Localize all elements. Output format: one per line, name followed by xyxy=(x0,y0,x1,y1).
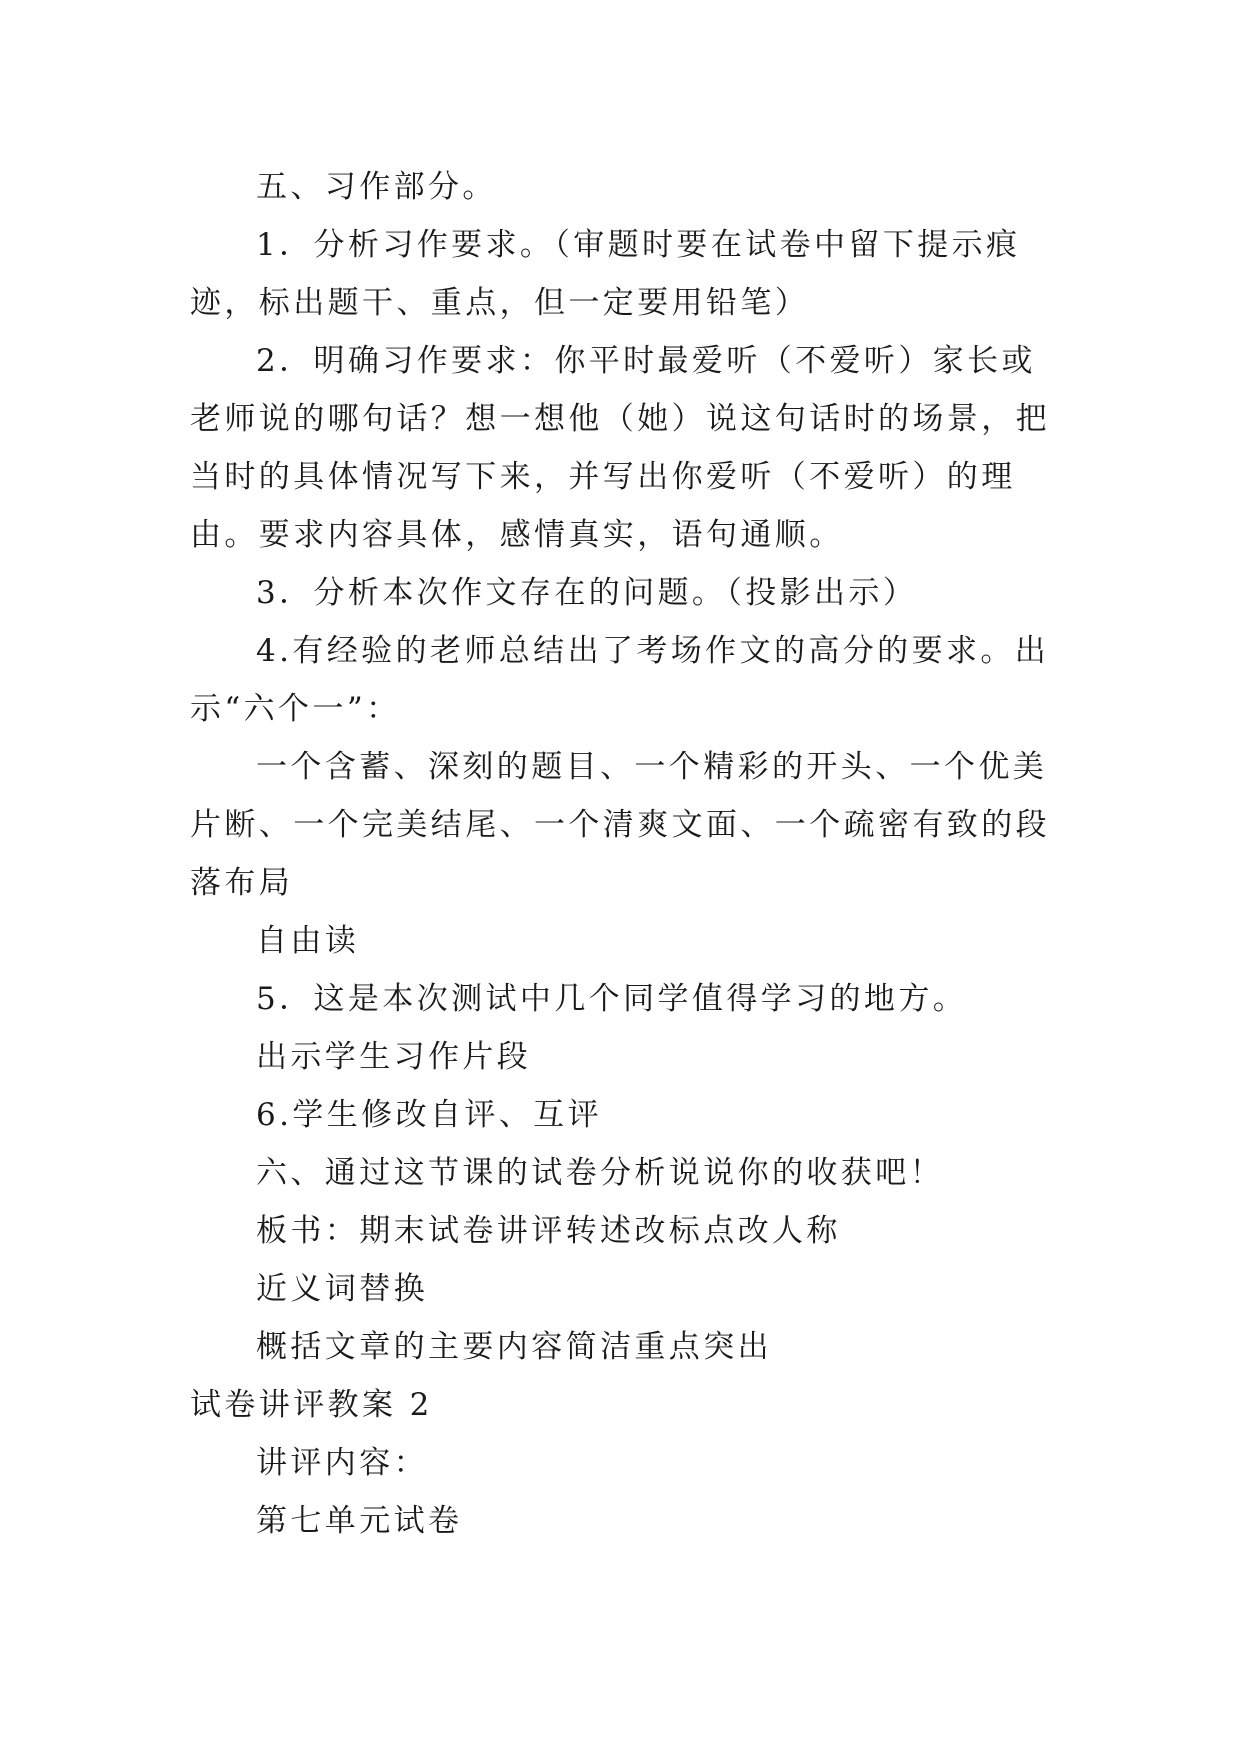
paragraph-blackboard: 板书：期末试卷讲评转述改标点改人称 xyxy=(256,1213,841,1249)
paragraph-step-3: 3．分析本次作文存在的问题。（投影出示） xyxy=(256,575,918,611)
lesson-plan-title: 试卷讲评教案 2 xyxy=(190,1387,433,1423)
paragraph-unit-seven: 第七单元试卷 xyxy=(256,1503,463,1539)
section-heading-harvest: 六、通过这节课的试卷分析说说你的收获吧！ xyxy=(256,1155,944,1191)
paragraph-step-5: 5．这是本次测试中几个同学值得学习的地方。 xyxy=(256,981,968,1017)
paragraph-summary: 概括文章的主要内容简洁重点突出 xyxy=(256,1329,772,1365)
paragraph-step-6: 6.学生修改自评、互评 xyxy=(256,1097,602,1133)
paragraph-step-4: 4.有经验的老师总结出了考场作文的高分的要求。出示“六个一”： xyxy=(190,633,1050,727)
paragraph-show-excerpts: 出示学生习作片段 xyxy=(256,1039,532,1075)
paragraph-free-reading: 自由读 xyxy=(256,923,360,959)
document-body xyxy=(190,158,1060,1550)
section-heading-writing: 五、习作部分。 xyxy=(256,169,497,205)
paragraph-review-content: 讲评内容： xyxy=(256,1445,428,1481)
paragraph-synonym: 近义词替换 xyxy=(256,1271,428,1307)
paragraph-step-2: 2．明确习作要求：你平时最爱听（不爱听）家长或老师说的哪句话？想一想他（她）说这句话时的场景，把当时的具体情况写下来，并写出你爱听（不爱听）的理由。要求内容具体，感情真实，语句通顺。 xyxy=(190,343,1050,553)
paragraph-step-1: 1．分析习作要求。（审题时要在试卷中留下提示痕迹，标出题干、重点，但一定要用铅笔） xyxy=(190,227,1021,321)
paragraph-six-ones: 一个含蓄、深刻的题目、一个精彩的开头、一个优美片断、一个完美结尾、一个清爽文面、一个疏密有致的段落布局 xyxy=(190,749,1050,901)
